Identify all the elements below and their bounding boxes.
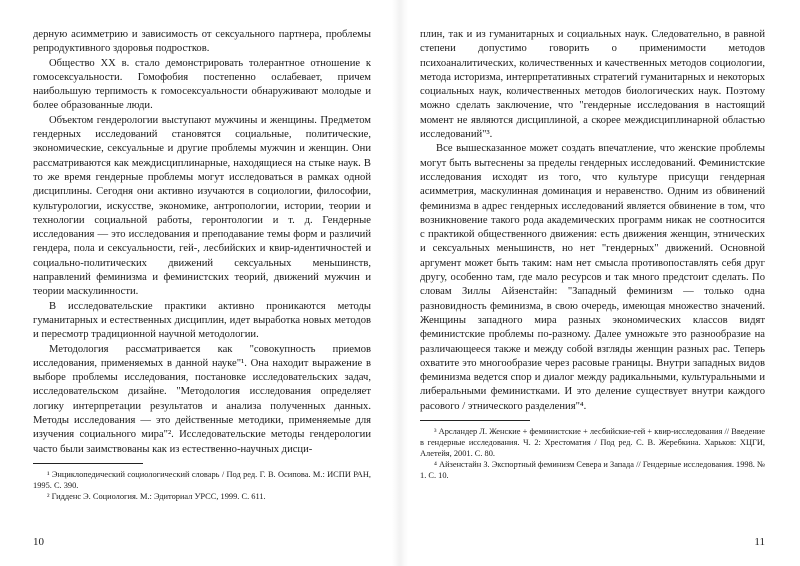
paragraph: дерную асимметрию и зависимость от сексуального партнера, проблемы репродуктивного здоровья подростков.	[33, 29, 371, 55]
right-page-body	[420, 28, 765, 414]
left-page-body	[33, 28, 371, 457]
footnote: ⁴ Айзенстайн З. Экспортный феминизм Севера и Запада // Гендерные исследования. 1998. № 1. С. 10.	[420, 460, 765, 481]
left-page-footnotes	[33, 469, 371, 502]
right-page-footnotes	[420, 426, 765, 481]
paragraph: Объектом гендерологии выступают мужчины и женщины. Предметом гендерных исследований становятся социальные, политические, экономические, сексуальные и другие проблемы мужчин и женщин. Они рассматриваются как междисциплинарные, находящиеся на стыке наук. В то же время гендерные проблемы могут исследоваться в рамках одной дисциплины. Сегодня они активно изучаются в социологии, философии, культурологии, искусстве, экономике, антропологии, истории, теории и технологии социальной работы, геронтологии и т. д. Гендерные исследования — это исследования и преподавание темы форм и различий гендера, пола и сексуальности, гей-, лесбийских и квир-идентичностей и социально-политических движений сексуальных меньшинств, направлений феминизма и феминистских теорий, движений мужчин и теории маскулинности.	[33, 114, 371, 298]
book-gutter	[392, 0, 408, 566]
paragraph: Общество XX в. стало демонстрировать толерантное отношение к гомосексуальности. Гомофобия постепенно ослабевает, причем наибольшую терпимость к гомосексуальности обнаруживают молодые и более образованные люди.	[33, 57, 371, 112]
footnote: ² Гидденс Э. Социология. М.: Эдиториал УРСС, 1999. С. 611.	[47, 491, 266, 501]
paragraph: Все вышесказанное может создать впечатление, что женские проблемы могут быть вытеснены за пределы гендерных исследований. Феминистские исследования исходят из того, что культуре присущи гендерная асимметрия, маскулинная доминация и неравенство. Одним из обвинений феминизма в адрес гендерных исследований является обвинение в том, что возникновение такого рода академических программ никак не соотносится с практикой общественного движения: есть движения женщин, этнических и сексуальных меньшинств, но нет "гендерных" движений. Основной аргумент может быть таким: нам нет смысла противопоставлять себя друг другу, особенно там, где мало ресурсов и так много предстоит сделать. По словам Зиллы Айзенстайн: "Западный феминизм — только одна разновидность феминизма, в свою очередь, имеющая множество значений. Женщины западного мира разных экономических классов видят феминистские проблемы по-разному. Далее умножьте это разнообразие на различающееся также и между собой взгляды женщин разных рас. Теперь охватите это многообразие через расовые границы. Внутри западных видов феминизма ведется спор и диалог между радикальными, культуральными и либеральными феминистками. И это деление существует внутри каждого расового / этнического разделения"⁴.	[420, 143, 765, 412]
paragraph: В исследовательские практики активно проникаются методы гуманитарных и естественных дисциплин, идет выработка новых методов и пересмотр традиционной научной методологии.	[33, 300, 371, 341]
paragraph: плин, так и из гуманитарных и социальных наук. Следовательно, в равной степени допустимо говорить о применимости методов психоаналитических, количественных и качественных методов социологии, метода историзма, интерпретативных стратегий гуманитарных и некоторых социальных наук, количественных методов биологических наук. Поэтому можно сделать заключение, что "гендерные исследования в настоящий момент не являются дисциплиной, а скорее междисциплинарной областью исследований"³.	[420, 29, 765, 141]
page-number: 10	[33, 536, 44, 548]
footnote: ¹ Энциклопедический социологический словарь / Под ред. Г. В. Осипова. М.: ИСПИ РАН, 1995. С. 390.	[33, 469, 371, 490]
page-number: 11	[754, 536, 765, 548]
left-page	[33, 28, 371, 548]
right-page	[420, 28, 765, 548]
footnote: ³ Арсландер Л. Женские + феминистские + лесбийские-гей + квир-исследования // Введение в гендерные исследования. Ч. 2: Хрестоматия / Под ред. С. В. Жеребкина. Харьков: ХЦГИ, Алетейя, 2001. С. 80.	[420, 427, 765, 459]
footnote-divider	[33, 463, 143, 464]
paragraph: Методология рассматривается как "совокупность приемов исследования, применяемых в данной науке"¹. Она находит выражение в выборе проблемы исследования, постановке исследовательских задач, исследовательском дизайне. "Методология исследования определяет логику интерпретации результатов и анализа полученных данных. Методы исследования — это действенные методики, применяемые для изучения социального мира"². Исследовательские методы гендерологии часто были заимствованы как из естественно-научных дисци-	[33, 343, 371, 455]
footnote-divider	[420, 420, 530, 421]
